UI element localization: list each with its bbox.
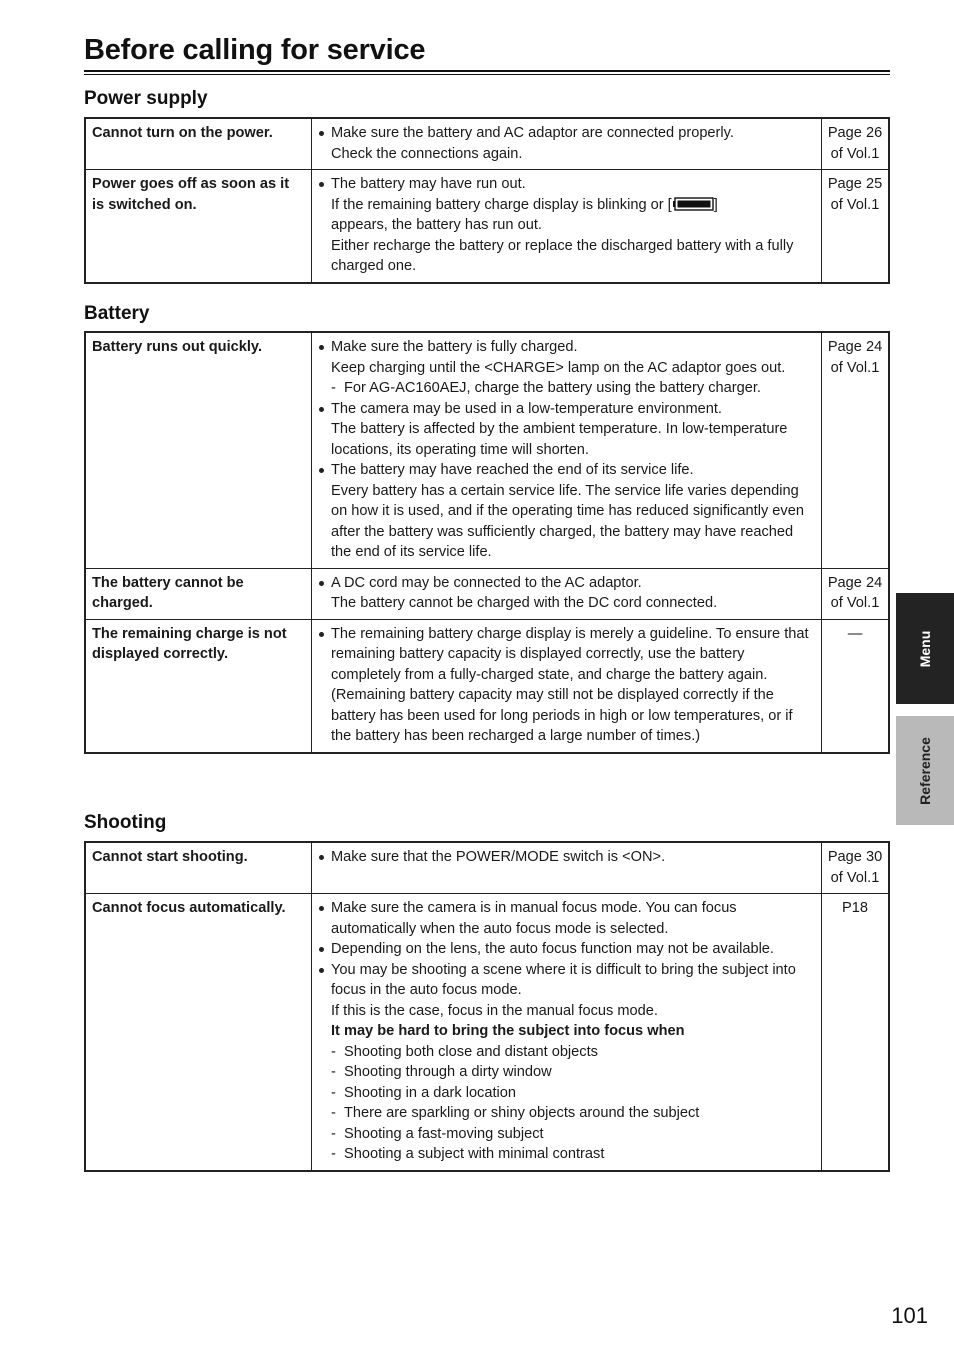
side-tab-menu[interactable] <box>896 593 954 704</box>
bullet-continuation: appears, the battery has run out. <box>331 217 542 233</box>
power-supply-table <box>84 117 890 284</box>
dash-text: Shooting in a dark location <box>344 1084 516 1101</box>
solution-cell <box>312 619 822 753</box>
dash-item <box>331 1124 815 1145</box>
dash-text: For AG-AC160AEJ, charge the battery using the battery charger. <box>344 380 761 396</box>
bullet-continuation: Either recharge the battery or replace the discharged battery with a fully charged one. <box>331 237 794 274</box>
bullet-text: Make sure the battery and AC adaptor are connected properly. <box>331 125 734 141</box>
bullet-text: The battery may have reached the end of its service life. <box>331 462 694 478</box>
page-title: Before calling for service <box>84 34 426 66</box>
bullet-continuation: If this is the case, focus in the manual focus mode. <box>331 1002 658 1019</box>
problem-cell: Cannot focus automatically. <box>85 894 312 1171</box>
battery-table <box>84 331 890 754</box>
bullet-text: Make sure the camera is in manual focus mode. You can focus automatically when the auto focus mode is selected. <box>331 900 737 937</box>
table-row <box>85 619 889 753</box>
reference-cell <box>822 842 890 894</box>
bullet-text: The remaining battery charge display is merely a guideline. To ensure that remaining battery capacity is displayed correctly, use the battery completely from a fully-charged state, and charge the battery again. (Remaining battery capacity may still not be displayed correctly if the battery has been used for long periods in high or low temperatures, or if the battery has been recharged a large number of times.) <box>331 625 809 744</box>
bullet-item <box>318 898 815 939</box>
solution-cell <box>312 894 822 1171</box>
solution-cell <box>312 842 822 894</box>
section-heading-shooting: Shooting <box>84 812 167 833</box>
problem-cell: Cannot turn on the power. <box>85 118 312 170</box>
page-ref: Page 24 <box>827 339 883 355</box>
battery-empty-icon <box>672 197 714 211</box>
table-row <box>85 170 889 283</box>
page-ref: Page 25 <box>827 176 883 192</box>
title-rule <box>84 70 890 72</box>
dash-text: There are sparkling or shiny objects around the subject <box>344 1105 700 1121</box>
bullet-text: Depending on the lens, the auto focus function may not be available. <box>331 941 774 957</box>
dash-item <box>331 378 815 399</box>
bullet-continuation: Check the connections again. <box>331 145 523 162</box>
problem-cell: The remaining charge is not displayed correctly. <box>85 619 312 753</box>
title-rule-thin <box>84 74 890 75</box>
bullet-continuation: Keep charging until the <CHARGE> lamp on the AC adaptor goes out. <box>331 359 786 376</box>
problem-cell: Power goes off as soon as it is switched on. <box>85 170 312 283</box>
solution-cell <box>312 118 822 170</box>
side-tab-reference[interactable] <box>896 716 954 825</box>
table-row <box>85 568 889 619</box>
dash-item <box>331 1083 815 1104</box>
table-row <box>85 118 889 170</box>
volume-ref: of Vol.1 <box>830 595 880 611</box>
reference-cell <box>822 118 890 170</box>
bullet-item <box>318 399 815 461</box>
volume-ref: of Vol.1 <box>830 196 880 213</box>
reference-cell: P18 <box>822 894 890 1171</box>
page-ref: Page 24 <box>827 574 883 591</box>
bullet-item <box>318 939 815 960</box>
page-number: 101 <box>891 1303 928 1328</box>
dash-text: Shooting both close and distant objects <box>344 1043 598 1060</box>
solution-cell <box>312 332 822 568</box>
reference-cell <box>822 568 890 619</box>
bullet-continuation: Every battery has a certain service life. The service life varies depending on how it is used, and if the operating time has reduced significantly even after the battery was sufficiently charged, the battery may have reached the end of its service life. <box>331 482 804 560</box>
bullet-item <box>318 337 815 399</box>
reference-cell: — <box>822 619 890 753</box>
dash-item <box>331 1042 815 1063</box>
bullet-continuation: ] <box>713 196 718 213</box>
bullet-item <box>318 960 815 1165</box>
table-row <box>85 894 889 1171</box>
dash-text: Shooting a subject with minimal contrast <box>344 1146 605 1162</box>
side-tab-menu-label: Menu <box>917 630 933 667</box>
bullet-item <box>318 847 815 868</box>
section-heading-battery: Battery <box>84 303 150 324</box>
dash-text: Shooting through a dirty window <box>344 1064 552 1080</box>
bullet-text: The camera may be used in a low-temperature environment. <box>331 400 722 417</box>
dash-item <box>331 1062 815 1083</box>
bullet-item <box>318 573 815 614</box>
shooting-table <box>84 841 890 1172</box>
problem-cell: Cannot start shooting. <box>85 842 312 894</box>
volume-ref: of Vol.1 <box>830 869 880 886</box>
bullet-continuation: The battery is affected by the ambient temperature. In low-temperature locations, its operating time will shorten. <box>331 421 788 458</box>
solution-cell <box>312 170 822 283</box>
reference-cell <box>822 170 890 283</box>
page-ref: Page 30 <box>827 849 883 865</box>
dash-text: Shooting a fast-moving subject <box>344 1125 544 1142</box>
reference-cell <box>822 332 890 568</box>
section-heading-power-supply: Power supply <box>84 88 208 109</box>
solution-cell <box>312 568 822 619</box>
problem-cell: Battery runs out quickly. <box>85 332 312 568</box>
dash-item <box>331 1144 815 1165</box>
dash-item <box>331 1103 815 1124</box>
volume-ref: of Vol.1 <box>830 145 880 162</box>
bullet-continuation: The battery cannot be charged with the DC cord connected. <box>331 595 718 611</box>
table-row <box>85 332 889 568</box>
bullet-continuation: If the remaining battery charge display is blinking or [ <box>331 196 672 213</box>
bullet-item <box>318 123 815 164</box>
problem-cell: The battery cannot be charged. <box>85 568 312 619</box>
table-row <box>85 842 889 894</box>
bullet-text: The battery may have run out. <box>331 176 526 192</box>
bold-note: It may be hard to bring the subject into focus when <box>331 1023 685 1039</box>
bullet-text: You may be shooting a scene where it is difficult to bring the subject into focus in the auto focus mode. <box>331 961 796 998</box>
bullet-item <box>318 460 815 563</box>
volume-ref: of Vol.1 <box>830 359 880 376</box>
bullet-text: Make sure that the POWER/MODE switch is <ON>. <box>331 849 666 865</box>
bullet-item <box>318 174 815 277</box>
page-ref: Page 26 <box>827 125 883 141</box>
side-tab-reference-label: Reference <box>917 736 933 805</box>
bullet-text: Make sure the battery is fully charged. <box>331 339 578 355</box>
bullet-item <box>318 624 815 747</box>
bullet-text: A DC cord may be connected to the AC adaptor. <box>331 574 642 591</box>
